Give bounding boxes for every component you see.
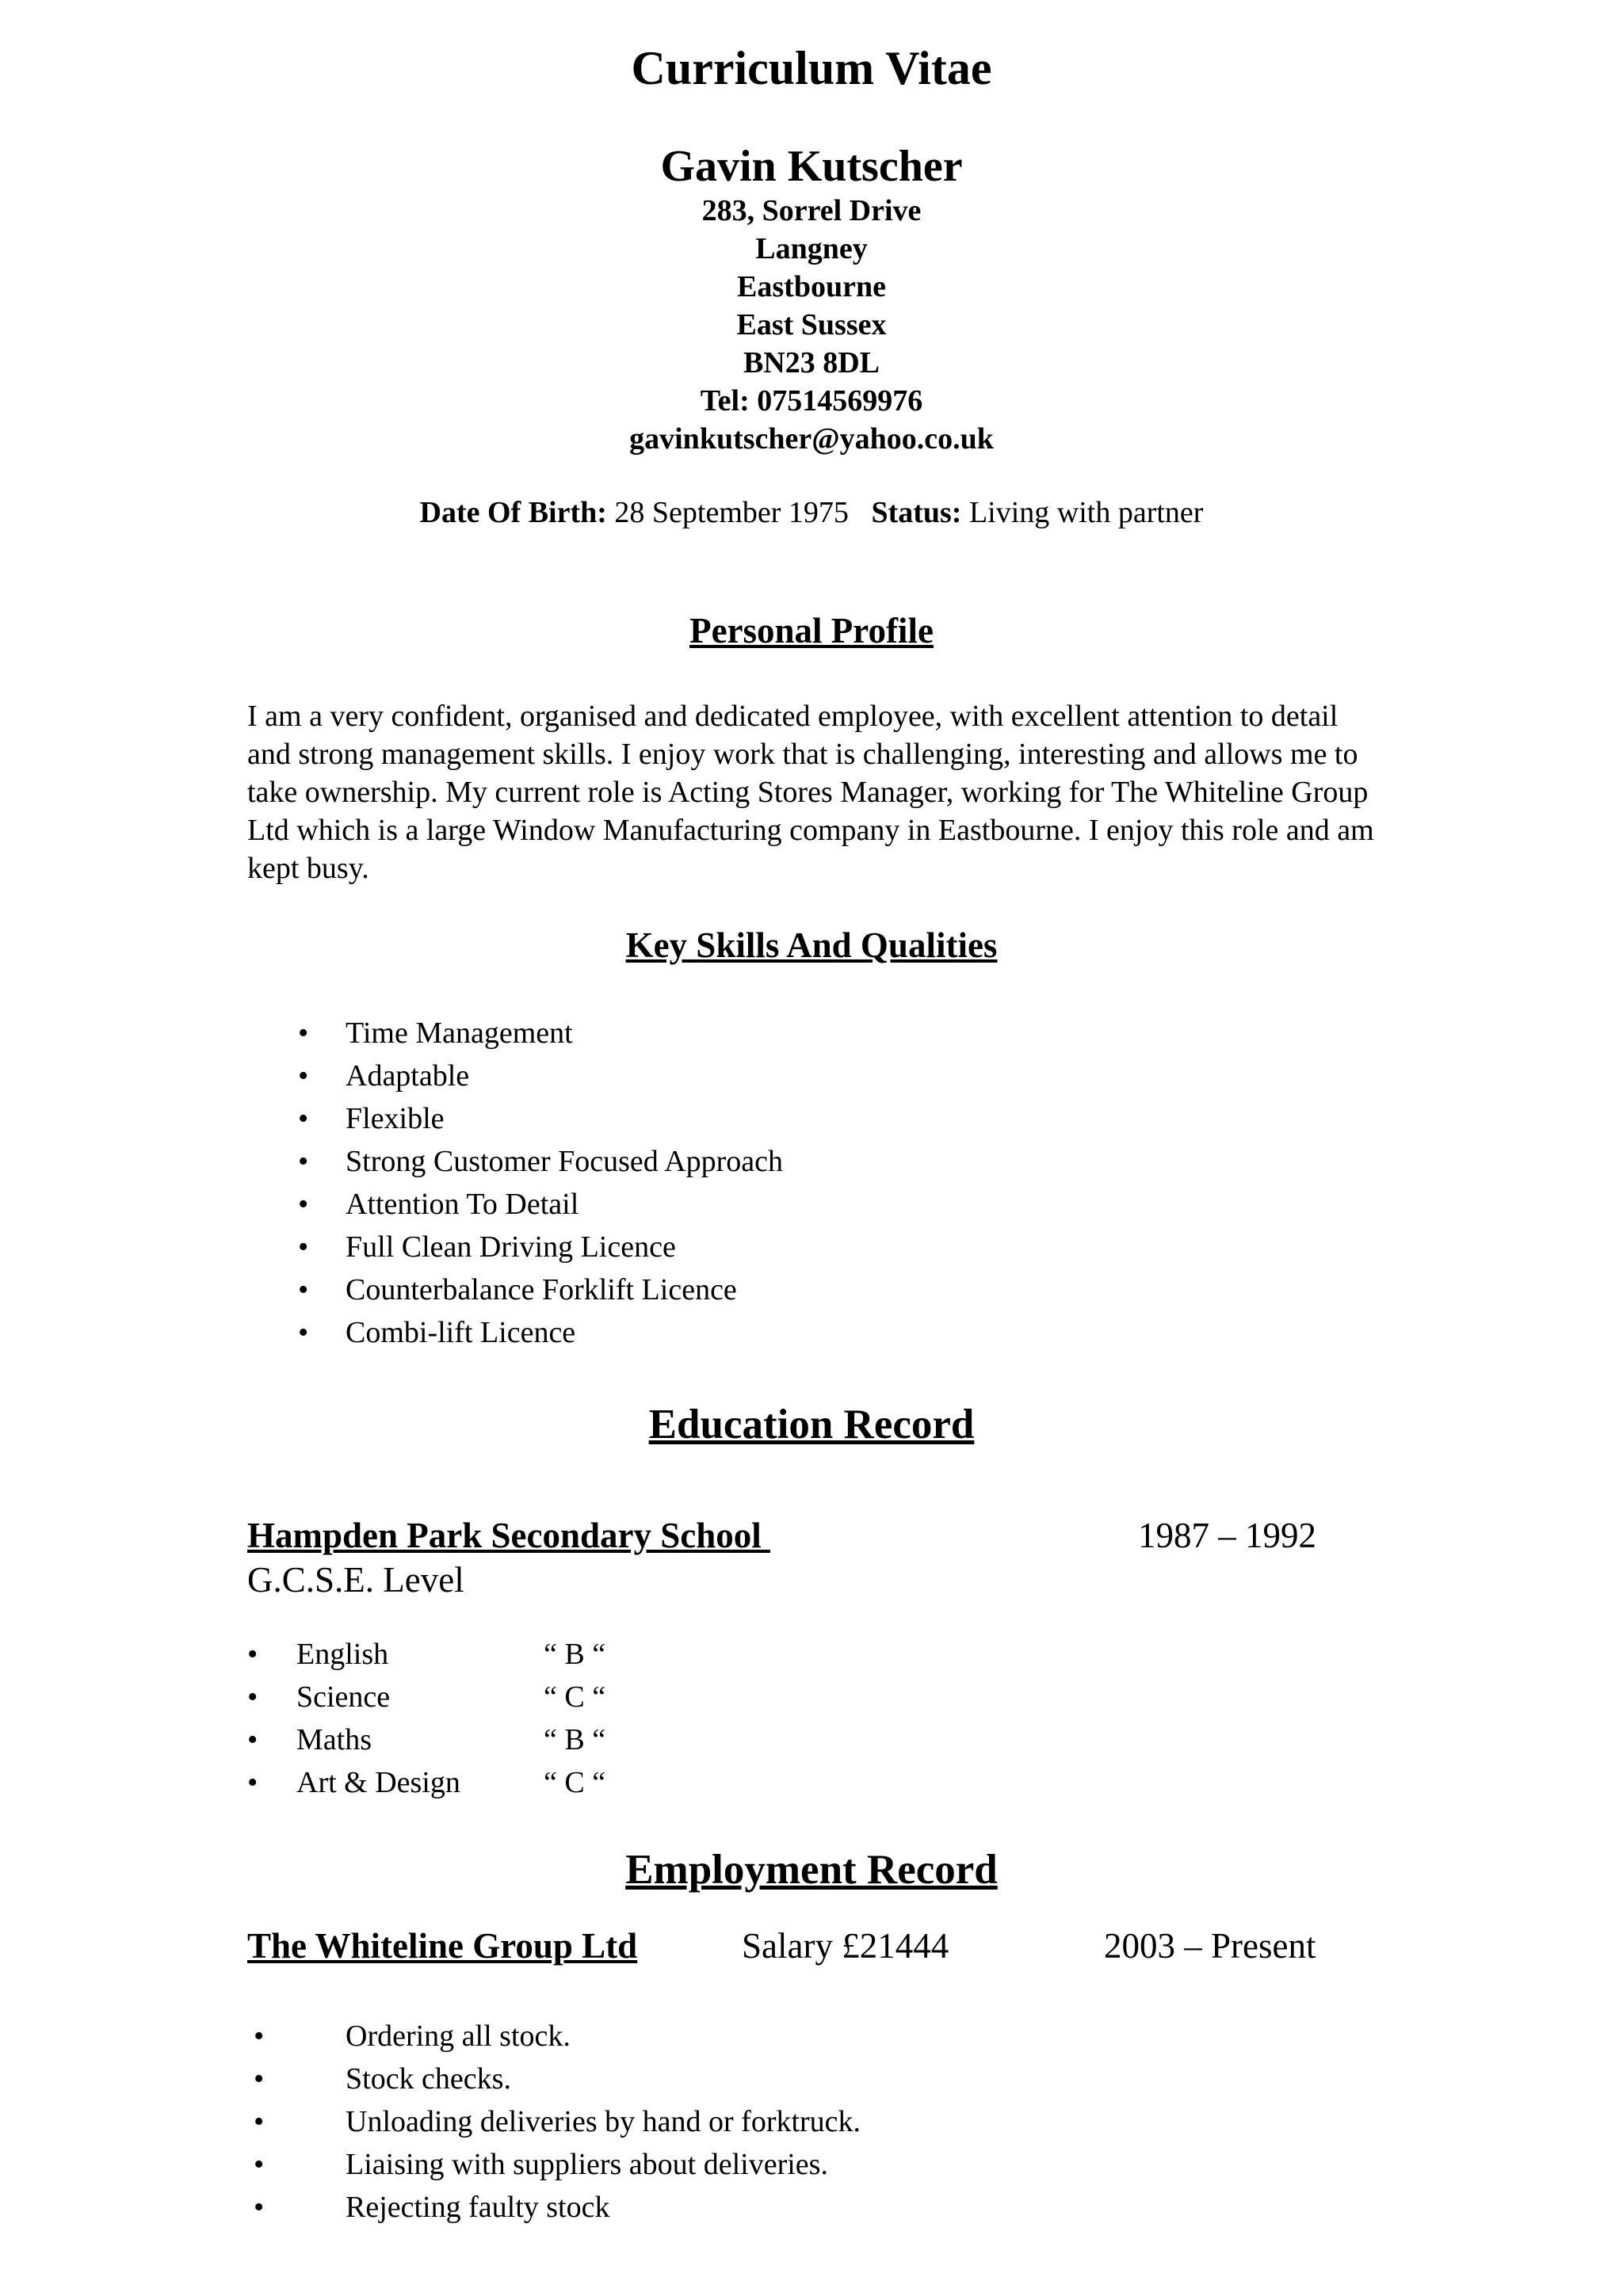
page-title: Curriculum Vitae (631, 42, 992, 94)
duty-text: Rejecting faulty stock (346, 2191, 610, 2224)
bullet: • (254, 2105, 265, 2138)
telephone: Tel: 07514569976 (700, 384, 923, 418)
candidate-name: Gavin Kutscher (660, 142, 963, 191)
bullet: • (254, 2062, 265, 2096)
skill-text: Time Management (346, 1016, 573, 1050)
duty-text: Unloading deliveries by hand or forktruck. (346, 2105, 861, 2138)
profile-text: I am a very confident, organised and dedicated employee, with excellent attention to detail and strong management skills. I enjoy work that is challenging, interesting and allows me to take ownership. My current role is Acting Stores Manager, working for The Whiteline Group Ltd which is a large Window Manufacturing company in Eastbourne. I enjoy this role and am kept busy. (247, 700, 1374, 885)
duty-text: Ordering all stock. (346, 2019, 571, 2053)
contact-block (0, 192, 1623, 458)
school-name: Hampden Park Secondary School (247, 1516, 771, 1555)
subject: Maths (296, 1723, 372, 1756)
address-line-4: East Sussex (736, 308, 887, 341)
subject: Science (296, 1680, 391, 1714)
bullet: • (298, 1230, 309, 1264)
bullet: • (298, 1145, 309, 1178)
skill-text: Combi-lift Licence (346, 1316, 576, 1349)
bullet: • (298, 1316, 309, 1349)
bullet: • (298, 1273, 309, 1306)
education-heading: Education Record (648, 1402, 975, 1447)
school-dates: 1987 – 1992 (1138, 1516, 1316, 1555)
skill-text: Counterbalance Forklift Licence (346, 1273, 737, 1306)
address-line-2: Langney (755, 232, 868, 265)
bullet: • (247, 1638, 258, 1671)
subject: English (296, 1638, 389, 1671)
bullet: • (298, 1059, 309, 1093)
grade: “ C “ (544, 1680, 606, 1714)
subject: Art & Design (296, 1766, 460, 1799)
status-value: Living with partner (961, 496, 1204, 529)
skill-text: Attention To Detail (346, 1188, 579, 1221)
employer-name: The Whiteline Group Ltd (247, 1926, 638, 1966)
skills-heading: Key Skills And Qualities (625, 925, 998, 965)
email: gavinkutscher@yahoo.co.uk (629, 422, 994, 456)
duty-text: Liaising with suppliers about deliveries. (346, 2148, 828, 2181)
bullet: • (254, 2019, 265, 2053)
skill-text: Full Clean Driving Licence (346, 1230, 676, 1264)
address-postcode: BN23 8DL (743, 346, 880, 379)
address-line-3: Eastbourne (737, 270, 886, 303)
bullet: • (247, 1680, 258, 1714)
employment-heading: Employment Record (625, 1847, 998, 1893)
bullet: • (298, 1016, 309, 1050)
grade: “ B “ (544, 1723, 606, 1756)
bullet: • (298, 1188, 309, 1221)
skill-text: Adaptable (346, 1059, 470, 1093)
bullet: • (254, 2191, 265, 2224)
bullet: • (247, 1723, 258, 1756)
dob-value: 28 September 1975 (606, 496, 849, 529)
salary: Salary £21444 (742, 1926, 949, 1966)
grade: “ C “ (544, 1766, 606, 1799)
bullet: • (247, 1766, 258, 1799)
address-line-1: 283, Sorrel Drive (701, 194, 922, 227)
skill-text: Flexible (346, 1102, 445, 1135)
personal-details (0, 495, 1623, 530)
duty-text: Stock checks. (346, 2062, 511, 2096)
grade: “ B “ (544, 1638, 606, 1671)
qualification-level: G.C.S.E. Level (247, 1560, 464, 1600)
bullet: • (254, 2148, 265, 2181)
status-label: Status: (871, 496, 962, 529)
dob-label: Date Of Birth: (419, 496, 607, 529)
profile-heading: Personal Profile (689, 611, 934, 650)
employment-dates: 2003 – Present (1104, 1926, 1316, 1966)
skill-text: Strong Customer Focused Approach (346, 1145, 784, 1178)
bullet: • (298, 1102, 309, 1135)
